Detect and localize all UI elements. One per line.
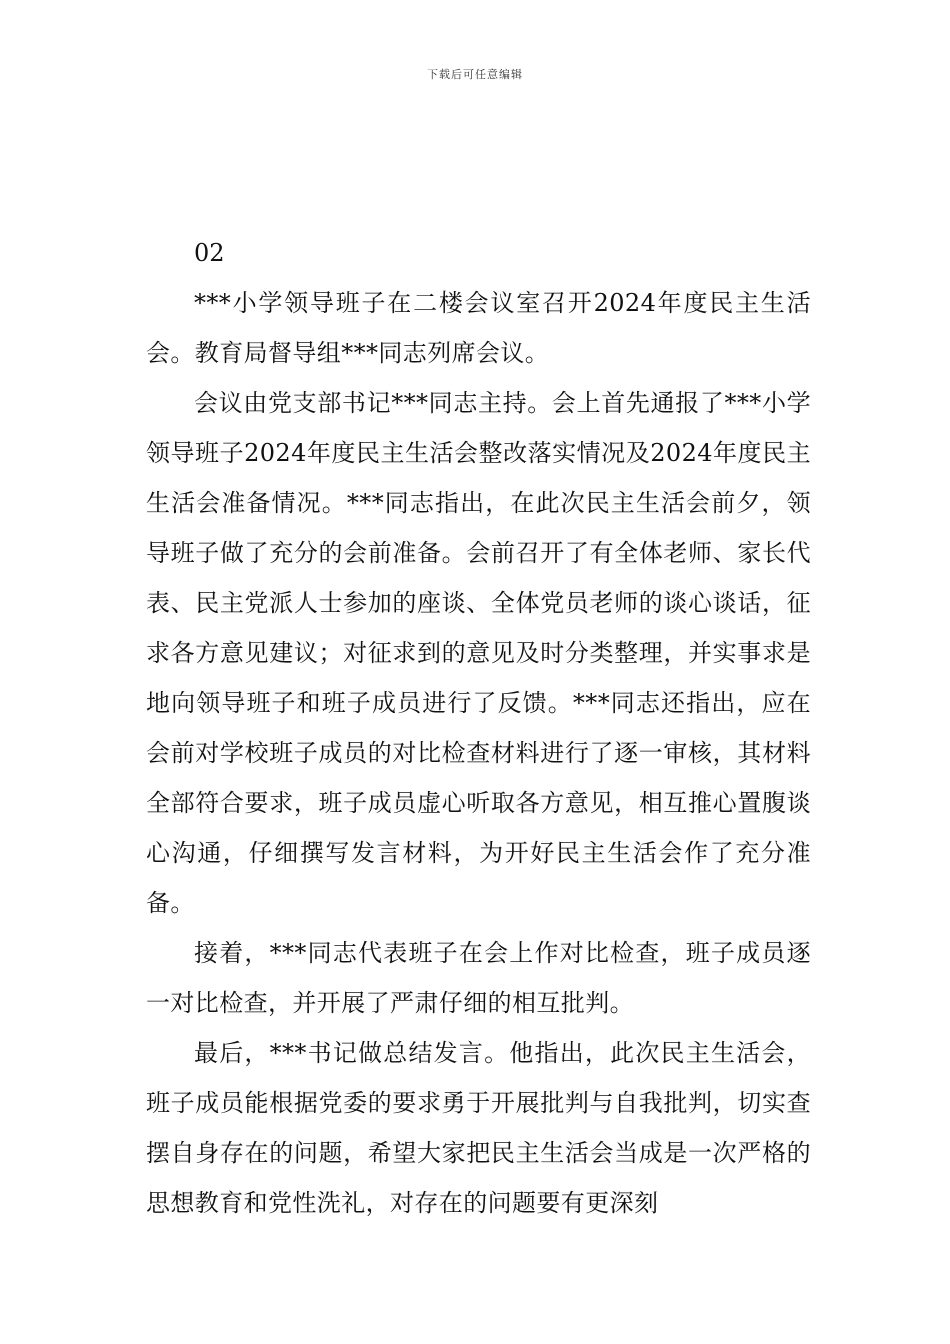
paragraph-self-criticism: 接着，***同志代表班子在会上作对比检查，班子成员逐一对比检查，并开展了严肃仔细的相互批判。 xyxy=(146,939,811,1017)
paragraph-summary: 最后，***书记做总结发言。他指出，此次民主生活会，班子成员能根据党委的要求勇于开展批判与自我批判，切实查摆自身存在的问题，希望大家把民主生活会当成是一次严格的思想教育和党性洗礼，对存在的问题要有更深刻 xyxy=(146,1039,811,1217)
paragraph-meeting-host: 会议由党支部书记***同志主持。会上首先通报了***小学领导班子2024年度民主生活会整改落实情况及2024年度民主生活会准备情况。***同志指出，在此次民主生活会前夕，领导班子做了充分的会前准备。会前召开了有全体老师、家长代表、民主党派人士参加的座谈、全体党员老师的谈心谈话，征求各方意见建议；对征求到的意见及时分类整理，并实事求是地向领导班子和班子成员进行了反馈。***同志还指出，应在会前对学校班子成员的对比检查材料进行了逐一审核，其材料全部符合要求，班子成员虚心听取各方意见，相互推心置腹谈心沟通，仔细撰写发言材料，为开好民主生活会作了充分准备。 xyxy=(146,389,811,917)
document-body xyxy=(146,228,811,1228)
paragraph-meeting-intro: ***小学领导班子在二楼会议室召开2024年度民主生活会。教育局督导组***同志列席会议。 xyxy=(146,289,811,367)
header-note: 下载后可任意编辑 xyxy=(427,68,523,81)
section-number: 02 xyxy=(194,239,225,267)
